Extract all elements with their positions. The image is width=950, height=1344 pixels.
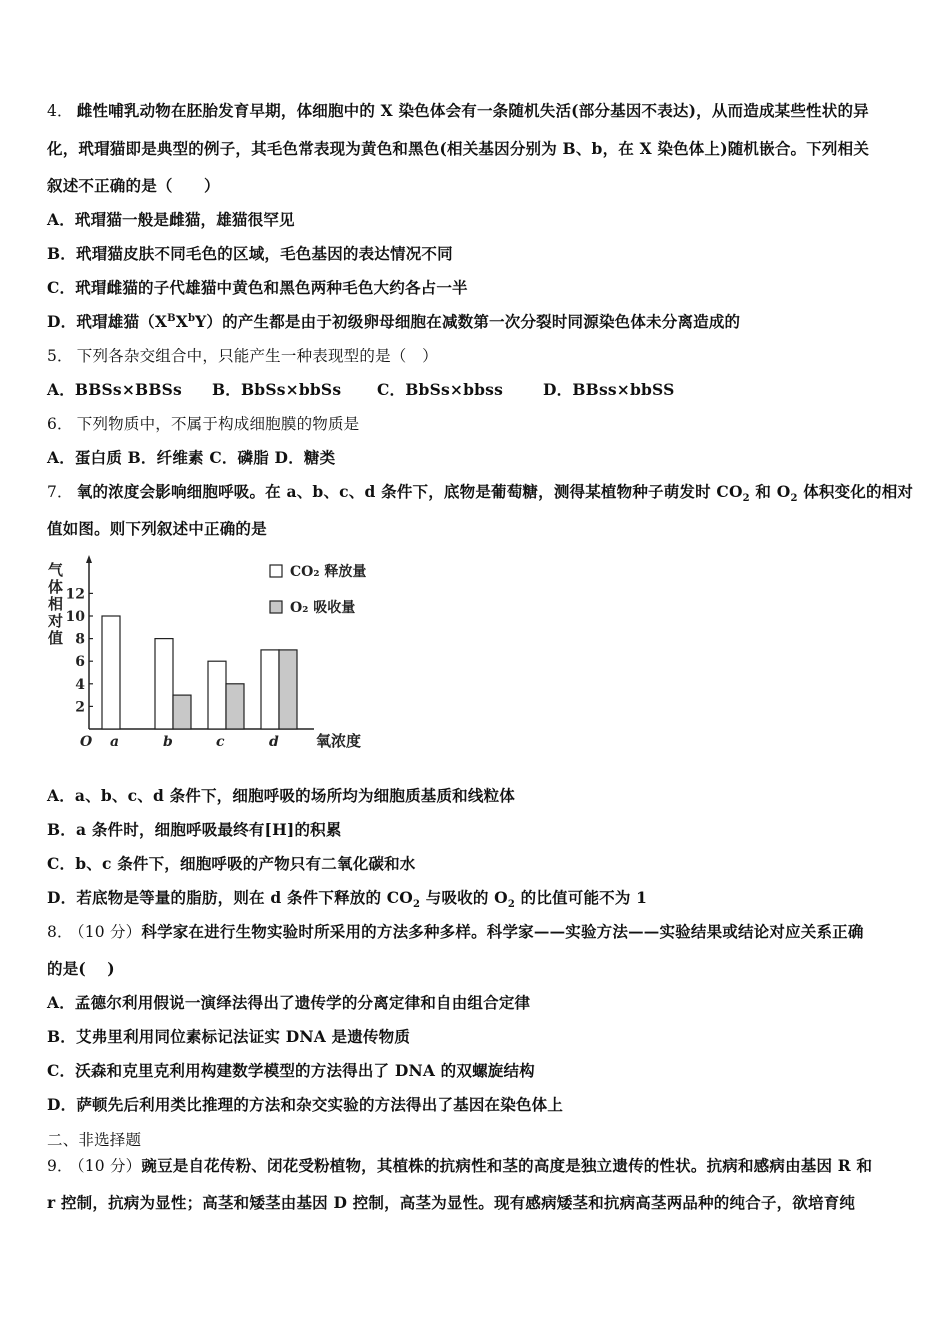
chart-bar-co2-a <box>102 616 120 729</box>
q4-stem-line-1 <box>47 101 907 121</box>
q7-d-sub-2: 2 <box>507 899 516 911</box>
chart-y-axis-label-char: 值 <box>48 629 64 647</box>
chart-y-tick-label: 4 <box>75 676 85 693</box>
chart-bar-co2-b <box>155 639 173 729</box>
q7-option-c: C．b、c 条件下，细胞呼吸的产物只有二氧化碳和水 <box>47 854 416 873</box>
q5-option-d: D．BBss×bbSS <box>543 380 675 399</box>
q6-stem-text: 下列物质中，不属于构成细胞膜的物质是 <box>76 415 360 433</box>
section-2-title: 二、非选择题 <box>47 1131 142 1149</box>
chart-y-tick-label: 8 <box>75 631 85 648</box>
chart-x-category-label: c <box>216 734 225 750</box>
chart-x-category-label: a <box>110 734 120 750</box>
chart-y-axis-label-char: 体 <box>48 578 64 596</box>
chart-x-axis-label: 氧浓度 <box>316 732 362 750</box>
q5-stem-text: 下列各杂交组合中，只能产生一种表现型的是（ ） <box>76 347 438 365</box>
q7-stem-a: 氧的浓度会影响细胞呼吸。在 a、b、c、d 条件下，底物是葡萄糖，测得某植物种子萌发时 CO <box>76 482 743 501</box>
chart-x-category-label: b <box>163 734 173 750</box>
chart-y-axis-label-char: 相 <box>48 595 64 613</box>
chart-bar-o2-b <box>173 695 191 729</box>
q5-option-b: B．BbSs×bbSs <box>212 380 342 399</box>
q4-option-d <box>47 312 907 332</box>
chart-legend-swatch <box>270 601 282 613</box>
q4-d-post: Y）的产生都是由于初级卵母细胞在减数第一次分裂时同源染色体未分离造成的 <box>195 312 741 331</box>
q7-sub-2: 2 <box>790 493 798 505</box>
q7-d-sub-1: 2 <box>413 899 421 911</box>
chart-bar-o2-c <box>226 684 244 729</box>
chart-y-axis-label-char: 对 <box>48 612 64 630</box>
q7-stem-line-2: 值如图。则下列叙述中正确的是 <box>47 519 267 538</box>
q4-d-sup-b-upper: B <box>167 312 176 324</box>
q7-d-a: D．若底物是等量的脂肪，则在 d 条件下释放的 CO <box>47 888 414 907</box>
q7-stem-c: 体积变化的相对 <box>797 482 914 501</box>
q7-d-b: 与吸收的 O <box>420 888 508 907</box>
q8-option-d: D．萨顿先后利用类比推理的方法和杂交实验的方法得出了基因在染色体上 <box>47 1095 564 1114</box>
chart-bar-o2-d <box>279 650 297 729</box>
q7-d-c: 的比值可能不为 1 <box>515 888 648 907</box>
chart-x-category-label: d <box>269 734 279 750</box>
q8-stem-line-2: 的是( ) <box>47 959 115 978</box>
q4-number: 4． <box>47 102 73 120</box>
q8-option-a: A．孟德尔利用假说一演绎法得出了遗传学的分离定律和自由组合定律 <box>47 993 531 1012</box>
q7-option-b: B．a 条件时，细胞呼吸最终有[H]的积累 <box>47 820 342 839</box>
q4-stem-line-3: 叙述不正确的是（ ） <box>47 176 220 195</box>
q5-option-a: A．BBSs×BBSs <box>47 380 182 399</box>
chart-y-tick-label: 6 <box>75 654 85 671</box>
chart-legend-label: O₂ 吸收量 <box>290 600 356 616</box>
q9-stem-line-2: r 控制，抗病为显性；高茎和矮茎由基因 D 控制，高茎为显性。现有感病矮茎和抗病高茎两品种的纯合子，欲培育纯 <box>47 1193 856 1212</box>
q7-stem-line-1 <box>47 482 914 505</box>
q8-stem-line-1 <box>47 922 907 942</box>
q6-stem <box>47 414 907 434</box>
q9-score: （10 分） <box>76 1157 142 1175</box>
chart-bar-co2-d <box>261 650 279 729</box>
q6-number: 6． <box>47 415 73 433</box>
q9-stem-line-1 <box>47 1156 907 1176</box>
q8-number: 8． <box>47 923 73 941</box>
q4-option-b: B．玳瑁猫皮肤不同毛色的区域，毛色基因的表达情况不同 <box>47 244 453 263</box>
q5-option-c: C．BbSs×bbss <box>377 380 504 399</box>
q7-bar-chart <box>44 553 379 753</box>
q8-option-c: C．沃森和克里克利用构建数学模型的方法得出了 DNA 的双螺旋结构 <box>47 1061 535 1080</box>
chart-origin-label: O <box>80 734 93 750</box>
q4-d-sup-b-lower: b <box>187 312 196 324</box>
q7-sub-1: 2 <box>742 493 750 505</box>
chart-legend-label: CO₂ 释放量 <box>290 564 367 580</box>
q8-score: （10 分） <box>76 923 142 941</box>
q5-number: 5． <box>47 347 73 365</box>
q8-option-b: B．艾弗里利用同位素标记法证实 DNA 是遗传物质 <box>47 1027 411 1046</box>
q4-d-mid: X <box>175 312 188 331</box>
chart-y-tick-label: 10 <box>65 609 85 625</box>
chart-y-tick-label: 12 <box>65 586 85 603</box>
q4-option-a: A．玳瑁猫一般是雌猫，雄猫很罕见 <box>47 210 295 229</box>
q4-option-c: C．玳瑁雌猫的子代雄猫中黄色和黑色两种毛色大约各占一半 <box>47 278 468 297</box>
q8-stem-text-1: 科学家在进行生物实验时所采用的方法多种多样。科学家——实验方法——实验结果或结论对应关系正确 <box>141 922 864 941</box>
q7-option-d <box>47 888 907 911</box>
chart-y-arrow-icon <box>86 555 92 563</box>
chart-bar-co2-c <box>208 661 226 729</box>
chart-y-tick-label: 2 <box>75 699 85 716</box>
chart-y-axis-label <box>47 561 64 647</box>
q7-number: 7． <box>47 483 73 501</box>
q7-stem-b: 和 O <box>749 482 791 501</box>
chart-y-axis-label-char: 气 <box>48 561 64 579</box>
q5-stem <box>47 346 907 366</box>
q6-options: A．蛋白质 B．纤维素 C．磷脂 D．糖类 <box>47 448 336 467</box>
q7-option-a: A．a、b、c、d 条件下，细胞呼吸的场所均为细胞质基质和线粒体 <box>47 786 515 805</box>
chart-legend-swatch <box>270 565 282 577</box>
q4-d-pre: D．玳瑁雄猫（X <box>47 312 168 331</box>
q9-number: 9． <box>47 1157 73 1175</box>
q4-stem-line-2: 化，玳瑁猫即是典型的例子，其毛色常表现为黄色和黑色(相关基因分别为 B、b，在 X 染色体上)随机嵌合。下列相关 <box>47 139 870 158</box>
q4-stem-text-1: 雌性哺乳动物在胚胎发育早期，体细胞中的 X 染色体会有一条随机失活(部分基因不表达)，从而造成某些性状的异 <box>76 101 869 120</box>
q9-stem-text-1: 豌豆是自花传粉、闭花受粉植物，其植株的抗病性和茎的高度是独立遗传的性状。抗病和感病由基因 R 和 <box>141 1156 873 1175</box>
